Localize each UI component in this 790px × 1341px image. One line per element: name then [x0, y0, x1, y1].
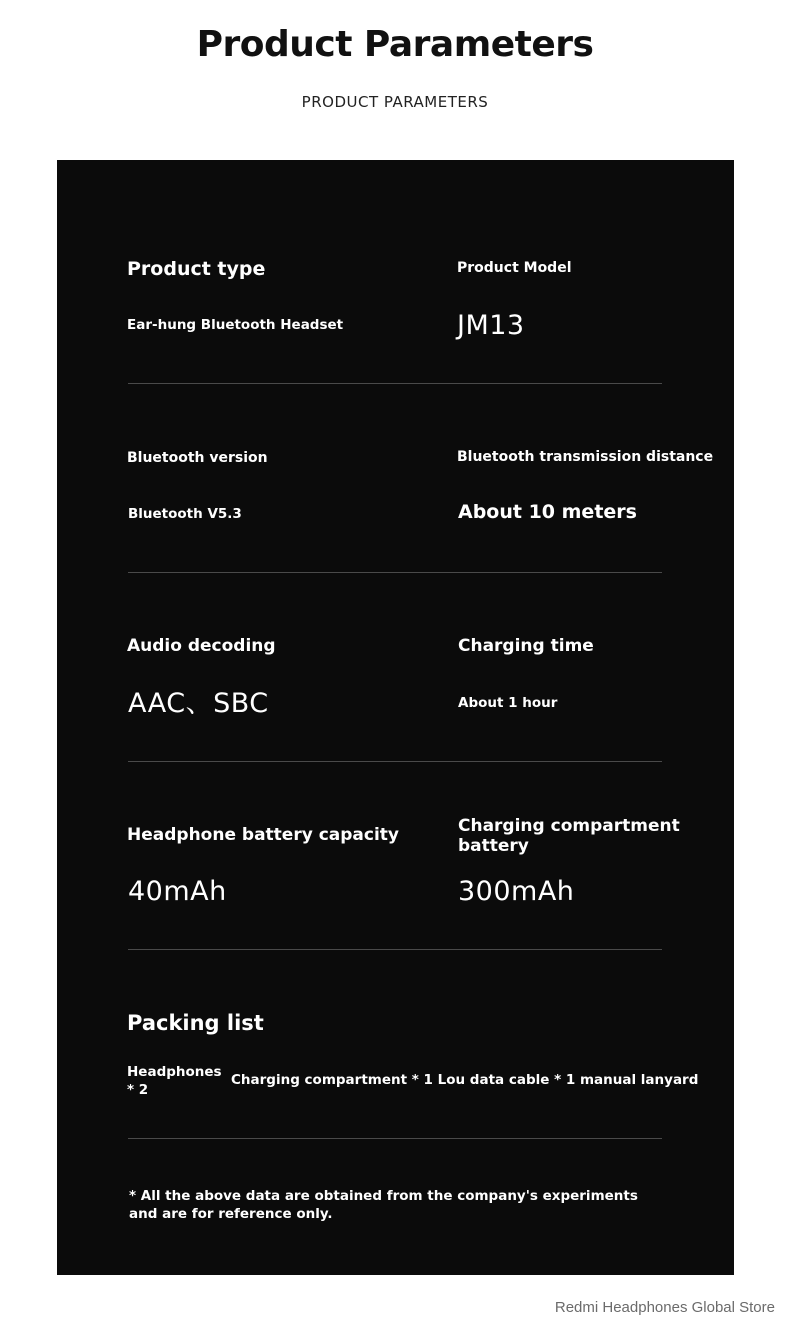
bluetooth-version-value: Bluetooth V5.3	[128, 506, 242, 522]
packing-item-headphones: Headphones * 2	[127, 1064, 222, 1098]
page-title: Product Parameters	[196, 24, 594, 65]
product-model-value: JM13	[457, 310, 525, 341]
divider-2	[128, 572, 662, 573]
charging-time-value: About 1 hour	[458, 695, 558, 711]
divider-3	[128, 761, 662, 762]
reference-note: * All the above data are obtained from the company's experiments and are for reference only.	[129, 1188, 638, 1222]
bluetooth-distance-value: About 10 meters	[458, 501, 637, 523]
headphone-battery-label: Headphone battery capacity	[127, 825, 400, 845]
product-model-label: Product Model	[457, 260, 572, 276]
bluetooth-distance-label: Bluetooth transmission distance	[457, 449, 714, 465]
parameters-panel	[57, 160, 734, 1275]
compartment-battery-value: 300mAh	[458, 876, 575, 907]
charging-time-label: Charging time	[458, 636, 594, 656]
compartment-battery-label: Charging compartment battery	[458, 816, 680, 857]
audio-decoding-label: Audio decoding	[127, 636, 276, 656]
page-subtitle: PRODUCT PARAMETERS	[301, 93, 489, 111]
bluetooth-version-label: Bluetooth version	[127, 450, 268, 466]
divider-1	[128, 383, 662, 384]
packing-items-rest: Charging compartment * 1 Lou data cable * 1 manual lanyard	[231, 1072, 699, 1088]
store-footer: Redmi Headphones Global Store	[554, 1299, 775, 1316]
packing-list-title: Packing list	[127, 1011, 264, 1035]
headphone-battery-value: 40mAh	[128, 876, 227, 907]
product-type-label: Product type	[127, 258, 266, 280]
divider-5	[128, 1138, 662, 1139]
product-type-value: Ear-hung Bluetooth Headset	[127, 317, 344, 333]
divider-4	[128, 949, 662, 950]
audio-decoding-value: AAC、SBC	[128, 688, 269, 719]
